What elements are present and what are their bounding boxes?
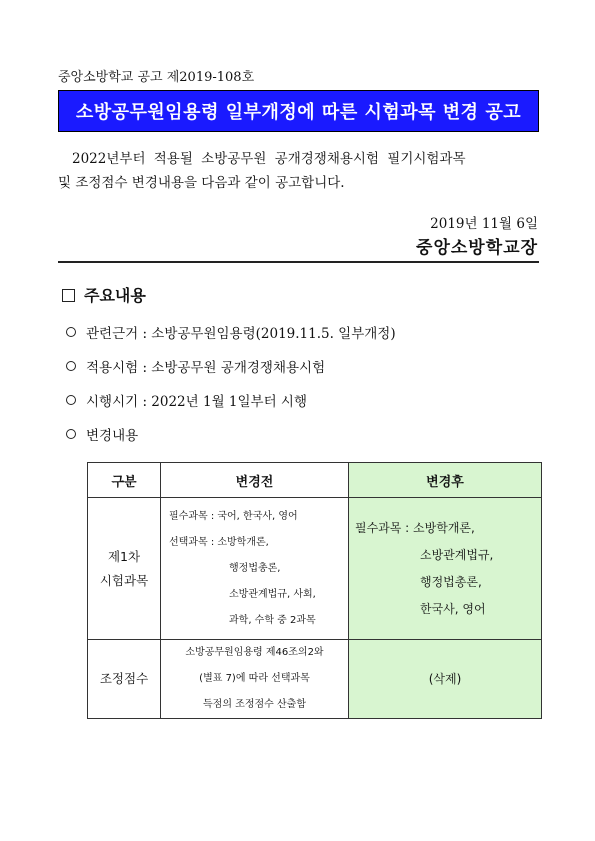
before-line: 행정법총론, (229, 562, 281, 574)
after-line: 필수과목 : 소방학개론, (355, 520, 475, 535)
notice-number: 중앙소방학교 공고 제2019-108호 (58, 70, 255, 85)
before-cell (161, 498, 349, 640)
list-item (66, 390, 307, 410)
list-item-text: 변경내용 (86, 428, 139, 444)
intro-line-2: 및 조정점수 변경내용을 다음과 같이 공고합니다. (58, 175, 345, 191)
before-cell (161, 640, 349, 719)
circle-bullet-icon (66, 429, 76, 439)
list-item-text: 관련근거 : 소방공무원임용령(2019.11.5. 일부개정) (86, 326, 396, 342)
category-line: 시험과목 (99, 572, 149, 588)
comparison-table (87, 462, 542, 719)
notice-date: 2019년 11월 6일 (430, 216, 538, 232)
table-row (88, 498, 542, 640)
list-item (66, 322, 396, 342)
section-title: 주요내용 (84, 286, 146, 305)
section-heading (62, 283, 146, 306)
after-line: 행정법총론, (420, 574, 482, 589)
before-line: 소방관계법규, 사회, (229, 588, 316, 600)
before-line: 득점의 조정점수 산출함 (203, 699, 306, 710)
list-item-text: 적용시험 : 소방공무원 공개경쟁채용시험 (86, 360, 326, 376)
list-item (66, 424, 138, 444)
category-line: 제1차 (107, 548, 141, 564)
row-category: 조정점수 (88, 640, 161, 719)
header-before: 변경전 (161, 463, 349, 498)
table-row (88, 640, 542, 719)
page-title: 소방공무원임용령 일부개정에 따른 시험과목 변경 공고 (75, 102, 522, 123)
before-line: (별표 7)에 따라 선택과목 (199, 673, 310, 684)
table-header-row (88, 463, 542, 498)
row-category (88, 498, 161, 640)
circle-bullet-icon (66, 361, 76, 371)
header-after: 변경후 (349, 463, 542, 498)
issuer-name: 중앙소방학교장 (416, 238, 538, 258)
after-line: 한국사, 영어 (420, 601, 486, 616)
divider (58, 261, 539, 263)
circle-bullet-icon (66, 327, 76, 337)
list-item (66, 356, 325, 376)
after-cell: (삭제) (349, 640, 542, 719)
intro-line-1: 2022년부터 적용될 소방공무원 공개경쟁채용시험 필기시험과목 (72, 151, 466, 167)
after-line: 소방관계법규, (420, 547, 494, 562)
circle-bullet-icon (66, 395, 76, 405)
title-banner (58, 90, 539, 132)
header-category: 구분 (88, 463, 161, 498)
square-bullet-icon (62, 289, 75, 302)
before-line: 선택과목 : 소방학개론, (169, 536, 269, 548)
before-line: 필수과목 : 국어, 한국사, 영어 (169, 510, 298, 522)
before-line: 소방공무원임용령 제46조의2와 (185, 647, 324, 658)
after-cell (349, 498, 542, 640)
list-item-text: 시행시기 : 2022년 1월 1일부터 시행 (86, 394, 307, 410)
before-line: 과학, 수학 중 2과목 (229, 614, 316, 626)
